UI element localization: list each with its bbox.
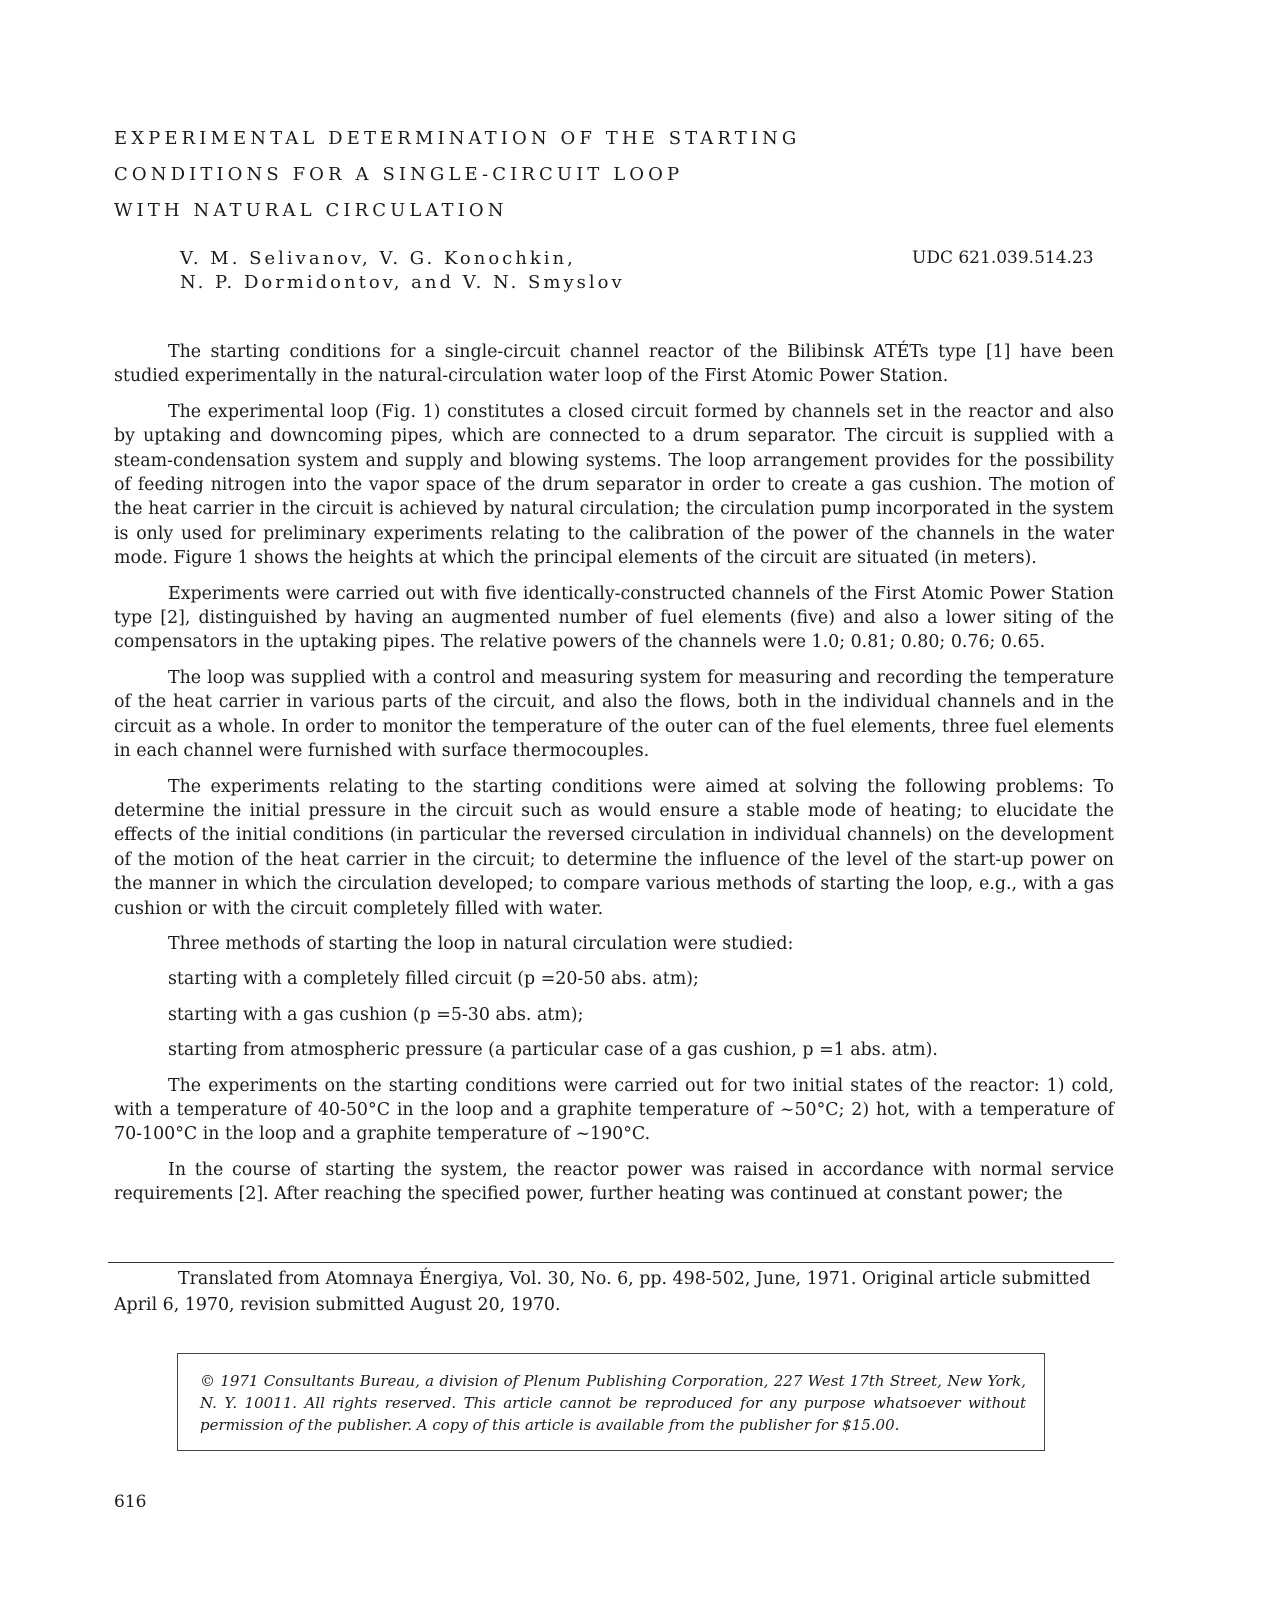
authors-line-1: V. M. Selivanov, V. G. Konochkin, <box>180 248 576 269</box>
footnote-text: Translated from Atomnaya Énergiya, Vol. 30, No. 6, pp. 498-502, June, 1971. Original article submitted April 6, 1970, revision submitted August 20, 1970. <box>114 1269 1091 1315</box>
list-item: starting with a completely filled circuit (p =20-50 abs. atm); <box>168 969 699 990</box>
udc-code: UDC 621.039.514.23 <box>912 248 1094 268</box>
body-paragraph: The loop was supplied with a control and measuring system for measuring and recording the temperature of the heat carrier in various parts of the circuit, and also the flows, both in the individual channels and in the circuit as a whole. In order to monitor the temperature of the outer can of the fuel elements, three fuel elements in each channel were furnished with surface thermocouples. <box>114 667 1114 762</box>
list-item: starting with a gas cushion (p =5-30 abs. atm); <box>168 1004 584 1025</box>
article-body <box>114 340 1114 1218</box>
article-title-line-3: WITH NATURAL CIRCULATION <box>114 200 508 221</box>
article-title-line-1: EXPERIMENTAL DETERMINATION OF THE STARTING <box>114 128 801 149</box>
article-title-line-2: CONDITIONS FOR A SINGLE-CIRCUIT LOOP <box>114 164 684 185</box>
page-number: 616 <box>114 1492 147 1512</box>
copyright-box <box>177 1353 1045 1451</box>
list-item: starting from atmospheric pressure (a particular case of a gas cushion, p =1 abs. atm). <box>168 1040 938 1061</box>
body-paragraph: The starting conditions for a single-circuit channel reactor of the Bilibinsk ATÉTs type [1] have been studied experimentally in the natural-circulation water loop of the First Atomic Power Station. <box>114 342 1114 387</box>
authors-line-2: N. P. Dormidontov, and V. N. Smyslov <box>180 272 625 293</box>
footnote-divider <box>108 1262 1114 1263</box>
body-paragraph: The experimental loop (Fig. 1) constitutes a closed circuit formed by channels set in the reactor and also by uptaking and downcoming pipes, which are connected to a drum separator. The circuit is supplied with a steam-condensation system and supply and blowing systems. The loop arrangement provides for the possibility of feeding nitrogen into the vapor space of the drum separator in order to create a gas cushion. The motion of the heat carrier in the circuit is achieved by natural circulation; the circulation pump incorporated in the system is only used for preliminary experiments relating to the calibration of the power of the channels in the water mode. Figure 1 shows the heights at which the principal elements of the circuit are situated (in meters). <box>114 401 1114 569</box>
body-paragraph: The experiments on the starting conditions were carried out for two initial states of the reactor: 1) cold, with a temperature of 40-50°C in the loop and a graphite temperature of ~50°C; 2) hot, with a temperature of 70-100°C in the loop and a graphite temperature of ~190°C. <box>114 1075 1114 1145</box>
translation-footnote <box>114 1266 1114 1318</box>
copyright-text: © 1971 Consultants Bureau, a division of Plenum Publishing Corporation, 227 West 17th Street, New York, N. Y. 10011. All rights reserved. This article cannot be reproduced for any purpose whatsoever without permission of the publisher. A copy of this article is available from the publisher for $15.00. <box>200 1372 1026 1434</box>
body-paragraph: Experiments were carried out with five identically-constructed channels of the First Atomic Power Station type [2], distinguished by having an augmented number of fuel elements (five) and also a lower siting of the compensators in the uptaking pipes. The relative powers of the channels were 1.0; 0.81; 0.80; 0.76; 0.65. <box>114 583 1114 653</box>
body-paragraph: The experiments relating to the starting conditions were aimed at solving the following problems: To determine the initial pressure in the circuit such as would ensure a stable mode of heating; to elucidate the effects of the initial conditions (in particular the reversed circulation in individual channels) on the development of the motion of the heat carrier in the circuit; to determine the influence of the level of the start-up power on the manner in which the circulation developed; to compare various methods of starting the loop, e.g., with a gas cushion or with the circuit completely filled with water. <box>114 776 1114 919</box>
body-paragraph: In the course of starting the system, the reactor power was raised in accordance with normal service requirements [2]. After reaching the specified power, further heating was continued at constant power; the <box>114 1159 1114 1205</box>
body-paragraph: Three methods of starting the loop in natural circulation were studied: <box>168 933 794 954</box>
